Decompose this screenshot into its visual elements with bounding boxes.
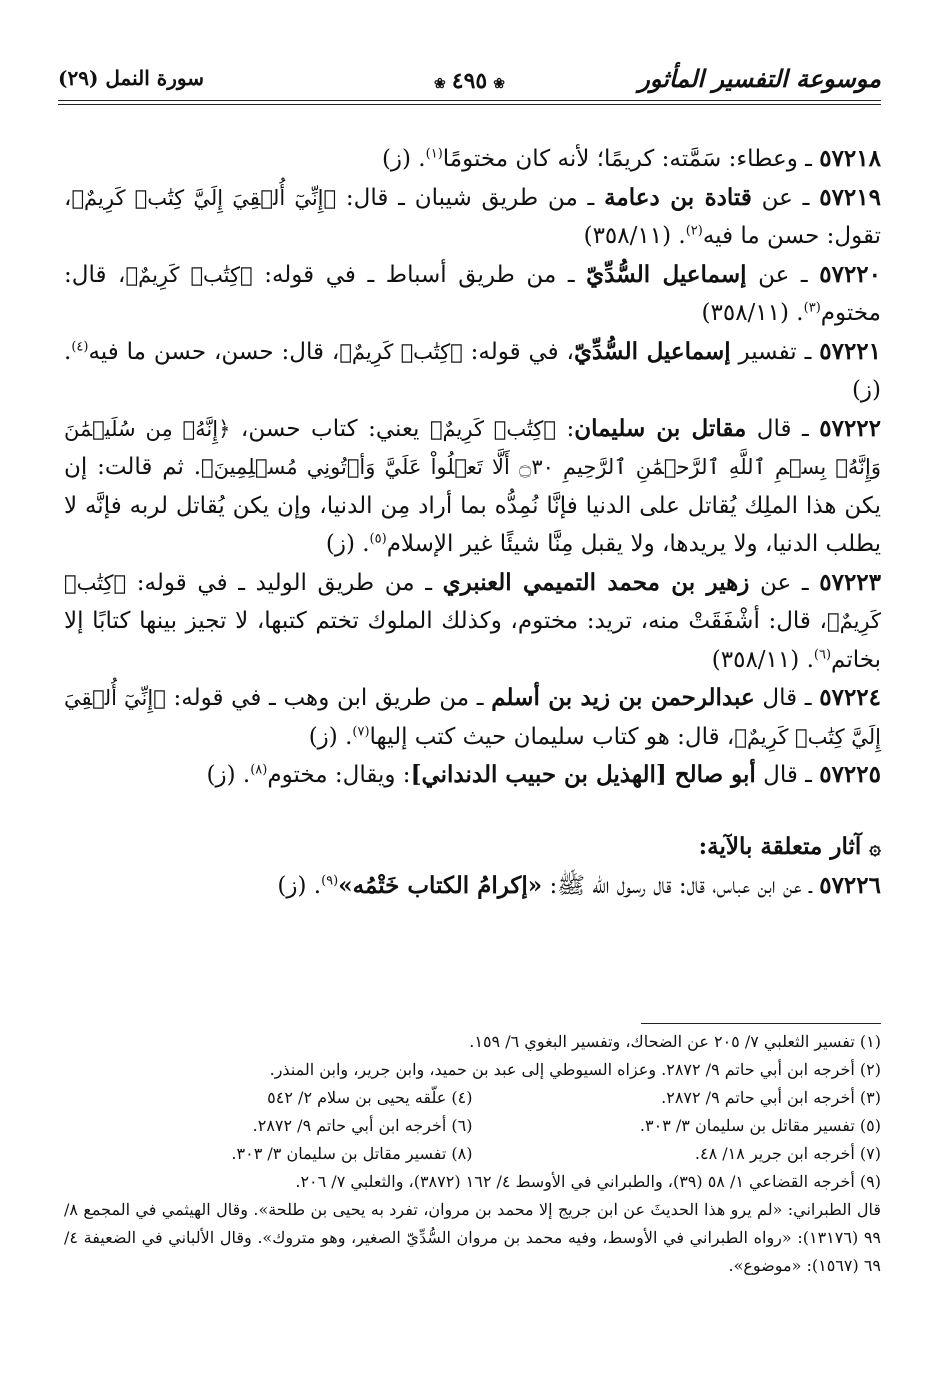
quran-quote: ﴿كِتَٰبٞ كَرِيمٌ﴾ [64,570,881,633]
entry-text: ، في قوله: [462,338,574,365]
narrator-name: مقاتل بن سليمان [574,414,747,442]
footnotes [64,1028,881,1280]
main-text [64,140,881,905]
section-heading [64,827,881,867]
footnote-9-commentary: قال الطبراني: «لم يرو هذا الحديثَ عن ابن جريج إلا محمد بن مروان، تفرد به يحيى بن طلحة». وقال الهيثمي في المجمع ٨/ ٩٩ (١٣١٧٦): «رواه الطبراني في الأوسط، وفيه محمد بن مروان السُّدِّيّ الصغير، وهو متروك». وقال الألباني في الضعيفة ٤/ ٦٩ (١٥٦٧): «موضوع». [64,1200,881,1275]
entry-57223 [64,564,881,680]
quran-quote: ﴿إِنِّيٓ أُلۡقِيَ إِلَيَّ كِتَٰبٞ كَرِيمٌ﴾ [71,185,337,210]
entry-text: ـ عن [749,569,809,596]
entry-text: ـ قال [755,762,812,788]
footnote-9: (٩) أخرجه القضاعي ١/ ٥٨ (٣٩)، والطبراني في الأوسط ٤/ ١٦٢ (٣٨٧٢)، والثعلبي ٧/ ٢٠٦. [295,1172,881,1191]
entry-text: يعني: كتاب حسن، [230,415,430,442]
footnote-ref[interactable]: (٨) [250,762,268,778]
entry-number: ٥٧٢١٨ [819,145,881,172]
entry-number: ٥٧٢٢٦ [819,871,881,899]
entry-text: ، قال: حسن، حسن ما فيه [88,338,340,365]
footnote-ref[interactable]: (٧) [352,723,370,739]
quran-quote: ﴿إِنِّيٓ أُلۡقِيَ إِلَيَّ كِتَٰبٞ كَرِيمٌ﴾ [64,686,881,749]
footnote-rule [641,1023,881,1024]
footnote-ref[interactable]: (٢) [685,223,703,239]
entry-57220 [64,256,881,333]
entry-text: ـ تفسير [730,338,812,365]
entry-number: ٥٧٢٢٢ [819,414,882,442]
narrator-name: إسماعيل السُّدِّيّ [586,260,747,288]
narrator-name: قتادة بن دعامة [604,183,752,211]
footnote-7: (٧) أخرجه ابن جرير ١٨/ ٤٨. [694,1144,881,1163]
entry-source: . (ز) [206,762,251,788]
narrator-name: إسماعيل السُّدِّيّ [573,337,731,365]
footnote-row [64,1140,881,1168]
quran-quote: ﴿كِتَٰبٞ كَرِيمٌ﴾ [429,416,556,441]
entry-source: . (ز) [308,723,353,750]
entry-source: . (٣٥٨/١١) [701,300,804,326]
quran-quote: ﴿إِنَّهُۥ مِن سُلَيۡمَٰنَ وَإِنَّهُۥ بِسۡمِ ٱللَّهِ ٱلرَّحۡمَٰنِ ٱلرَّحِيمِ ۝٣٠ أَلَّا تَعۡلُواْ عَلَيَّ وَأۡتُونِي مُسۡلِمِينَ﴾ [64,416,881,479]
entry-57218 [64,140,881,179]
entry-text: ـ وعطاء: سَمَّته: كريمًا؛ لأنه كان مختومًا [442,146,812,172]
entry-source: . (ز) [64,338,881,403]
entry-source: . (٣٥٨/١١) [711,646,814,673]
narrator-name: أبو صالح [الهذيل بن حبيب الدنداني] [410,761,756,788]
entry-text: ـ عن ابن عباس، قال: قال رسول الله ﷺ: [542,872,812,899]
entry-text: : ويقال: مختوم [267,762,411,788]
footnote-row [64,1084,881,1112]
entry-text: ـ قال [746,415,809,442]
entry-text: ، تقول: حسن ما فيه [64,184,881,249]
header-rule-thin [58,104,881,105]
entry-number: ٥٧٢٢٥ [819,761,881,788]
ornament-icon: ❀ [434,76,446,92]
entry-number: ٥٧٢٢٤ [819,684,882,711]
footnote-row [64,1112,881,1140]
entry-text: ـ من طريق ابن وهب ـ في قوله: [165,685,492,711]
footnote-ref[interactable]: (٦) [813,646,832,662]
page-number-block [428,68,511,94]
entry-number: ٥٧٢١٩ [819,183,881,211]
quran-quote: ﴿كِتَٰبٞ كَرِيمٌ﴾ [125,262,253,287]
narrator-name: عبدالرحمن بن زيد بن أسلم [491,684,755,711]
footnote-4: (٤) علّقه يحيى بن سلام ٢/ ٥٤٢ [267,1088,473,1107]
book-title: موسوعة التفسير المأثور [638,64,881,93]
footnote-ref[interactable]: (١) [425,146,443,162]
entry-text: ـ من طريق شيبان ـ قال: [336,184,605,211]
quran-quote: ﴿كِتَٰبٞ كَرِيمٌ﴾ [339,339,463,364]
entry-source: . (٣٥٨/١١) [583,223,686,249]
entry-text: ، قال: أشْفَقَتْ منه، تريد: مختوم، وكذلك الملوك تختم كتبها، لا تجيز بينها كتابًا إلا بخاتم [64,608,881,673]
entry-text: ، قال: هو كتاب سليمان حيث كتب إليها [369,723,735,750]
entry-number: ٥٧٢٢٣ [819,568,882,596]
ornament-icon: ❀ [493,76,505,92]
hadith-quote: «إكرامُ الكتاب خَتْمُه» [338,871,543,899]
footnote-ref[interactable]: (٣) [803,300,821,316]
entry-source: . (ز) [325,531,370,557]
footnote-5: (٥) تفسير مقاتل بن سليمان ٣/ ٣٠٣. [639,1116,881,1135]
header-rule [58,100,881,101]
entry-57221 [64,333,881,410]
footnote-2: (٢) أخرجه ابن أبي حاتم ٩/ ٢٨٧٢. وعزاه السيوطي إلى عبد بن حميد، وابن جرير، وابن المنذر. [269,1060,881,1079]
entry-57222 [64,410,881,564]
entry-57219 [64,179,881,256]
entry-source: . (ز) [277,872,322,899]
entry-text: ـ قال [754,685,812,711]
entry-text: ـ عن [751,184,810,211]
entry-text: . ثم قالت: إن يكن هذا الملِك يُقاتل على الدنيا فإنَّا نُمِدُّه بما أراد مِن الدنيا، وإن يكن يُقاتل لربه فإنَّه لا يطلب الدنيا، ولا يريدها، ولا يقبل مِنَّا شيئًا غير الإسلام [64,454,881,557]
footnote-8: (٨) تفسير مقاتل بن سليمان ٣/ ٣٠٣. [231,1144,473,1163]
entry-source: . (ز) [381,146,426,172]
entry-text: ـ من طريق أسباط ـ في قوله: [252,261,587,288]
entry-text: ـ من طريق الوليد ـ في قوله: [126,569,443,596]
footnote-ref[interactable]: (٩) [321,872,339,888]
entry-text: ـ عن [746,261,808,288]
entry-57226 [64,867,881,906]
entry-57224 [64,679,881,756]
footnote-ref[interactable]: (٤) [71,338,89,354]
entry-number: ٥٧٢٢١ [819,337,882,365]
entry-57225 [64,756,881,795]
running-header [58,62,881,98]
entry-text: : [555,415,575,442]
star-ornament-icon: ۞ [869,834,881,859]
entry-number: ٥٧٢٢٠ [819,260,882,288]
footnote-ref[interactable]: (٥) [369,531,387,547]
entry-text: ، قال: مختوم [64,261,881,326]
surah-name: سورة النمل (٢٩) [58,66,204,90]
footnote-1: (١) تفسير الثعلبي ٧/ ٢٠٥ عن الضحاك، وتفسير البغوي ٦/ ١٥٩. [469,1032,881,1051]
footnote-3: (٣) أخرجه ابن أبي حاتم ٩/ ٢٨٧٢. [661,1088,881,1107]
narrator-name: زهير بن محمد التميمي العنبري [442,568,750,596]
section-title: آثار متعلقة بالآية: [698,832,862,860]
footnote-6: (٦) أخرجه ابن أبي حاتم ٩/ ٢٨٧٢. [252,1116,473,1135]
page-number: ٤٩٥ [451,68,488,94]
